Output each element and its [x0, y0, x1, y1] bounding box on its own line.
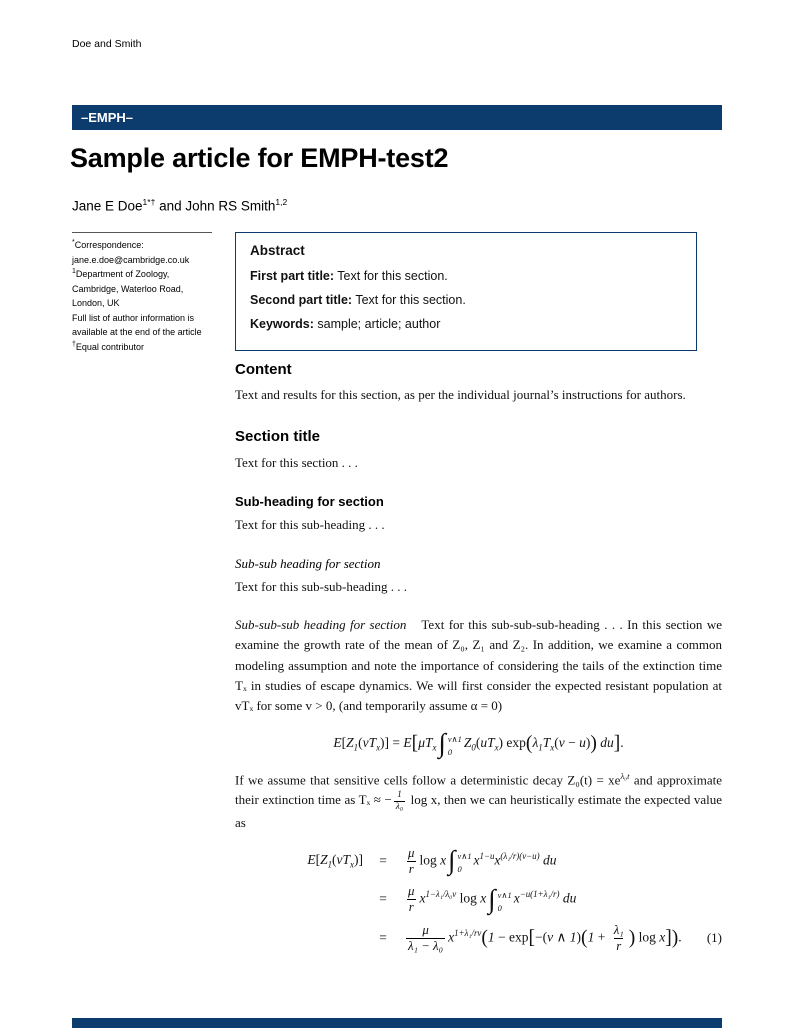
math-token: x: [448, 929, 455, 945]
abstract-box: [235, 232, 697, 351]
equation-lhs: [241, 850, 363, 872]
math-token: 1−u: [479, 850, 495, 861]
math-token: 0: [457, 865, 462, 875]
paragraph-heading: Sub-sub-sub heading for section: [235, 617, 407, 633]
math-token: −: [494, 929, 510, 945]
math-token: [497, 890, 512, 913]
footnote-text: London, UK: [72, 298, 120, 308]
paragraph: [235, 770, 722, 833]
section-heading: Section title: [235, 428, 321, 446]
math-token: du: [596, 734, 614, 750]
abstract-item-label: First part title:: [250, 269, 335, 283]
footnote-text: available at the end of the article: [72, 327, 202, 337]
journal-banner-label: –EMPH–: [81, 110, 134, 125]
math-token: 1: [538, 742, 543, 753]
integral-sign: [438, 728, 462, 759]
math-token: exp: [509, 929, 529, 945]
math-token: (: [475, 734, 481, 750]
equation-row: [241, 923, 722, 954]
math-token: x: [440, 852, 447, 868]
math-token: vT: [336, 851, 351, 867]
subsection-heading: Sub-heading for section: [235, 493, 384, 509]
equation-relation: =: [379, 929, 387, 945]
math-token: [406, 846, 416, 877]
authors-line: [72, 197, 287, 214]
footnote-marker: 1: [72, 268, 76, 275]
math-token: Z: [346, 734, 354, 750]
math-token: x: [419, 890, 426, 906]
math-token: 1−λ₁/λ₀v: [425, 889, 457, 900]
math-token: [: [315, 851, 321, 867]
footnote-line: [72, 296, 212, 311]
abstract-heading: Abstract: [250, 243, 305, 258]
math-token: ∫: [488, 883, 496, 914]
abstract-item-text: sample; article; author: [313, 316, 441, 331]
abstract-item-label: Second part title:: [250, 292, 353, 307]
math-token: T: [542, 734, 551, 750]
math-token: x: [480, 890, 487, 906]
equation-rhs: [403, 884, 576, 915]
math-token: x: [350, 859, 354, 870]
correspondence-email: [72, 253, 212, 268]
footnote-line: [72, 340, 212, 355]
footnote-line: [72, 325, 212, 340]
math-token: 1+λ₁/rv: [454, 927, 482, 938]
math-token: (: [332, 851, 337, 867]
exponent: λ₀t: [620, 770, 630, 781]
math-token: x: [494, 852, 501, 868]
math-token: ): [354, 851, 359, 867]
math-token: x: [432, 742, 437, 753]
equation-rhs: [403, 923, 682, 954]
math-token: v∧1: [457, 852, 472, 862]
equation-display: [235, 728, 722, 759]
math-token: μT: [418, 734, 433, 750]
math-token: E: [333, 734, 342, 750]
math-token: ): [628, 927, 636, 949]
math-token: λ: [532, 734, 539, 750]
abstract-item: [250, 291, 682, 310]
fraction-denominator: λ₀: [395, 801, 404, 812]
math-token: 1: [327, 859, 333, 870]
footnote-text: Cambridge, Waterloo Road,: [72, 283, 184, 294]
equation-row: [241, 884, 722, 915]
math-token: .: [620, 734, 624, 750]
math-token: ): [380, 734, 385, 750]
math-token: [457, 851, 472, 875]
math-token: ∧: [553, 929, 570, 945]
math-token: du: [539, 852, 557, 868]
math-token: x: [513, 890, 520, 906]
math-token: ): [498, 734, 504, 750]
math-token: [612, 923, 626, 954]
footnote-text: Department of Zoology,: [75, 269, 170, 279]
math-token: −: [535, 929, 543, 945]
math-token: x: [376, 742, 381, 753]
paragraph-text: and approximate their extinction time as Tₓ ≈ −: [235, 772, 722, 808]
abstract-item-text: Text for this section.: [352, 292, 466, 307]
paragraph-text: If we assume that sensitive cells follow a deterministic decay Z₀(t) = xe: [235, 772, 621, 788]
equation-row: [241, 846, 722, 877]
math-token: =: [389, 734, 404, 750]
math-token: v: [547, 929, 554, 945]
math-token: E: [403, 734, 412, 750]
math-token: log: [635, 929, 660, 945]
footer-bar: [72, 1018, 722, 1028]
footnote-text: jane.e.doe@cambridge.co.uk: [72, 254, 190, 265]
paragraph: Text for this section . . .: [235, 454, 358, 470]
math-token: ∫: [448, 845, 456, 876]
math-token: r: [616, 938, 622, 953]
math-token: μ: [422, 922, 429, 937]
fraction-numerator: 1: [397, 790, 402, 801]
abstract-item-label: Keywords:: [250, 316, 314, 331]
running-head: Doe and Smith: [72, 38, 142, 50]
abstract-item: [250, 267, 682, 286]
math-token: .: [678, 929, 682, 945]
math-token: [447, 734, 462, 757]
paragraph-text: Text for this sub-sub-sub-heading . . . In this section we examine the growth rate of the mean of Z₀, Z₁ and Z₂. In addition, we examine a common modeling assumption and note the importance of considering the tails of the extinction time Tₓ in studies of escape dynamics. We will first consider the expected resistant population at vTₓ for some v > 0, (and temporarily assume α = 0): [235, 617, 723, 713]
math-token: r: [408, 861, 414, 876]
abstract-item-text: Text for this section.: [334, 269, 448, 283]
footnote-line: [72, 311, 212, 326]
runin-paragraph: [235, 615, 722, 716]
math-token: −u(1+λ₁/r): [519, 889, 560, 900]
math-token: Z: [320, 851, 328, 867]
math-token: λ₁: [613, 922, 624, 937]
math-token: [: [341, 734, 347, 750]
equation-rhs: [403, 846, 556, 877]
footnote-line: [72, 282, 212, 297]
math-token: E: [307, 851, 316, 867]
meta-row: [72, 232, 722, 354]
content-heading: Content: [235, 361, 292, 378]
math-token: +: [594, 929, 609, 945]
footnote-line: [72, 267, 212, 282]
math-token: (: [481, 927, 488, 949]
math-token: v: [558, 734, 565, 750]
math-token: 1: [487, 929, 495, 945]
math-token: ): [671, 927, 679, 949]
subsubsection-heading: Sub-sub heading for section: [235, 556, 381, 572]
integral-sign: [448, 845, 472, 876]
math-token: [: [528, 927, 536, 949]
math-token: (λ₁/r)(v−u): [500, 850, 540, 861]
math-token: ]: [358, 851, 363, 867]
math-token: 0: [471, 742, 476, 753]
math-token: (: [358, 734, 363, 750]
math-token: u: [579, 734, 586, 750]
math-token: ∫: [438, 728, 446, 759]
paragraph: Text for this sub-sub-heading . . .: [235, 579, 408, 595]
math-token: x: [550, 742, 555, 753]
math-token: ]: [384, 734, 390, 750]
math-token: ]: [665, 927, 672, 949]
abstract-keywords: [250, 315, 682, 334]
footnote-text: Full list of author information is: [72, 312, 195, 323]
math-token: 0: [447, 748, 453, 757]
math-token: exp: [503, 734, 526, 750]
math-token: log: [456, 890, 481, 906]
math-token: λ₁ − λ₀: [408, 938, 444, 953]
math-token: (: [581, 927, 588, 949]
correspondence-note: [72, 232, 212, 354]
math-token: ]: [613, 732, 621, 754]
paragraph: Text and results for this section, as per the individual journal’s instructions for authors.: [235, 387, 686, 403]
journal-banner: [72, 105, 722, 130]
math-token: (: [542, 929, 548, 945]
math-token: μ: [408, 845, 415, 860]
footnote-text: Correspondence:: [74, 240, 144, 250]
math-token: (: [525, 732, 533, 754]
equation-relation: =: [379, 891, 387, 907]
paragraph: Text for this sub-heading . . .: [235, 516, 385, 532]
math-token: uT: [480, 734, 495, 750]
paragraph-text: log x, then we can heuristically estimate the expected value as: [235, 792, 723, 830]
math-token: 1: [569, 929, 577, 945]
math-token: (: [554, 734, 559, 750]
math-token: ): [585, 734, 591, 750]
math-token: vT: [362, 734, 377, 750]
math-token: du: [559, 890, 577, 906]
authors-joiner: and: [155, 198, 186, 214]
inline-fraction: [394, 790, 405, 813]
math-token: v∧1: [447, 735, 462, 745]
footnote-text: Equal contributor: [75, 341, 144, 352]
article-title: Sample article for EMPH-test2: [70, 143, 449, 173]
math-token: 1: [353, 742, 359, 753]
footnote-line: [72, 238, 212, 253]
integral-sign: [488, 883, 512, 914]
math-token: ): [590, 732, 597, 754]
math-token: x: [659, 929, 666, 945]
math-token: [406, 923, 445, 954]
author-name: Jane E Doe: [72, 198, 143, 214]
math-token: −: [564, 734, 580, 750]
footnote-marker: *: [72, 239, 75, 246]
equation-number: (1): [706, 929, 722, 945]
math-token: r: [408, 900, 414, 915]
equation-relation: =: [379, 852, 387, 868]
math-token: v∧1: [497, 890, 512, 900]
math-token: 0: [497, 903, 502, 913]
author-name: John RS Smith: [185, 198, 276, 214]
math-token: Z: [463, 734, 472, 750]
math-token: x: [494, 742, 499, 753]
footnote-marker: †: [72, 340, 76, 348]
math-token: [: [411, 732, 419, 754]
math-token: [406, 884, 416, 915]
equation-group: [241, 846, 722, 954]
article-body: [235, 358, 722, 961]
math-token: μ: [408, 884, 415, 899]
math-token: 1: [587, 929, 595, 945]
math-token: x: [473, 852, 480, 868]
author-affiliation-marker: 1,2: [275, 197, 288, 207]
math-token: ): [576, 929, 582, 945]
author-affiliation-marker: 1*†: [142, 197, 156, 207]
math-token: log: [419, 852, 441, 868]
